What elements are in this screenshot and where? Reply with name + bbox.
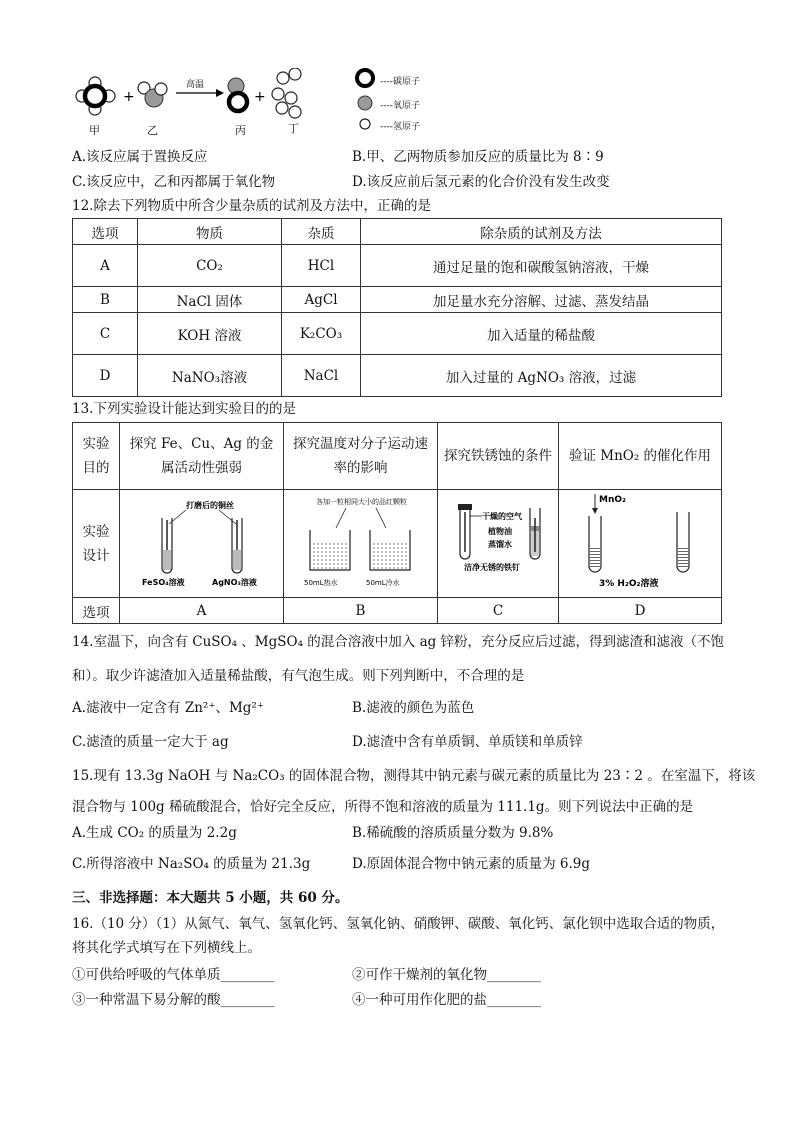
q13-option-label: 选项 [73,598,120,624]
table-cell: 加足量水充分溶解、过滤、蒸发结晶 [361,287,722,313]
table-cell: 加入过量的 AgNO₃ 溶液，过滤 [361,355,722,397]
legend-carbon: ----碳原子 [380,77,420,87]
img-c-label-3: 蒸馏水 [488,540,512,549]
q15-option-c[interactable]: C.所得溶液中 Na₂SO₄ 的质量为 21.3g [72,856,311,872]
q13-purpose-c: 探究铁锈蚀的条件 [438,423,559,490]
svg-text:+: + [123,89,135,105]
table-cell: B [73,287,138,313]
section-3-heading: 三、非选择题：本大题共 5 小题，共 60 分。 [72,890,349,906]
img-a-left-label: FeSO₄溶液 [142,578,185,587]
table-cell: NaCl 固体 [138,287,282,313]
svg-text:+: + [254,89,266,105]
q11-option-c[interactable]: C.该反应中，乙和丙都属于氧化物 [72,174,276,190]
q14-option-c[interactable]: C.滤渣的质量一定大于 ag [72,734,229,750]
table-cell: KOH 溶液 [138,313,282,355]
q13-design-d [559,490,722,598]
img-d-top-label: MnO₂ [599,495,626,505]
q13-design-a [120,490,284,598]
q15-option-a[interactable]: A.生成 CO₂ 的质量为 2.2g [72,825,237,841]
q16-stem-line1: 16.（10 分）（1）从氮气、氧气、氢氧化钙、氢氧化钠、硝酸钾、碳酸、氧化钙、氯化钡中选取合适的物质， [72,916,725,932]
legend [380,70,420,139]
q13-purpose-a: 探究 Fe、Cu、Ag 的金属活动性强弱 [120,423,284,490]
q16-stem-line2: 将其化学式填写在下列横线上。 [72,940,261,956]
table-cell: NaNO₃溶液 [138,355,282,397]
q13-purpose-label: 实验目的 [73,423,120,490]
q14-option-d[interactable]: D.滤渣中含有单质铜、单质镁和单质锌 [352,734,583,750]
table-cell: AgCl [282,287,361,313]
q11-option-b[interactable]: B.甲、乙两物质参加反应的质量比为 8∶9 [352,149,604,165]
experiment-d-diagram [565,490,715,593]
experiment-b-diagram [288,490,433,593]
q12-table [72,218,722,397]
molecule-yi [138,82,167,107]
q13-purpose-b: 探究温度对分子运动速率的影响 [284,423,438,490]
img-c-label-4: 洁净无锈的铁钉 [464,563,520,572]
label-yi: 乙 [147,124,158,137]
img-a-top-label: 打磨后的铜丝 [186,501,234,510]
legend-hydrogen: ----氢原子 [380,122,420,132]
q12-header-substance: 物质 [138,219,282,245]
molecule-ding [272,68,301,118]
q12-header-option: 选项 [73,219,138,245]
q14-stem-line1: 14.室温下，向含有 CuSO₄ 、MgSO₄ 的混合溶液中加入 ag 锌粉，充分反应后过滤，得到滤渣和滤液（不饱 [72,634,725,650]
q15-option-b[interactable]: B.稀硫酸的溶质质量分数为 9.8% [352,825,554,841]
q14-option-a[interactable]: A.滤液中一定含有 Zn²⁺、Mg²⁺ [72,700,264,716]
q13-option-a[interactable]: A [120,598,284,624]
img-c-label-2: 植物油 [488,527,512,536]
experiment-a-diagram [124,490,279,593]
legend-oxygen: ----氧原子 [380,101,420,111]
table-cell: C [73,313,138,355]
q15-option-d[interactable]: D.原固体混合物中钠元素的质量为 6.9g [352,856,591,872]
q14-stem-line2: 和）。取少许滤渣加入适量稀盐酸，有气泡生成。则下列判断中，不合理的是 [72,668,525,684]
q15-stem-line1: 15.现有 13.3g NaOH 与 Na₂CO₃ 的固体混合物，测得其中钠元素与碳元素的质量比为 23∶2 。在室温下，将该 [72,768,756,784]
q16-blank-2[interactable]: ②可作干燥剂的氧化物________ [352,967,541,983]
q16-blank-4[interactable]: ④一种可用作化肥的盐________ [352,992,541,1008]
q13-option-c[interactable]: C [438,598,559,624]
label-ding: 丁 [288,122,299,135]
q13-design-c [438,490,559,598]
q16-blank-1[interactable]: ①可供给呼吸的气体单质________ [72,967,275,983]
table-cell: HCl [282,245,361,287]
q13-option-d[interactable]: D [559,598,722,624]
q12-header-impurity: 杂质 [282,219,361,245]
q13-table [72,422,722,624]
q14-option-b[interactable]: B.滤液的颜色为蓝色 [352,700,475,716]
q13-purpose-d: 验证 MnO₂ 的催化作用 [559,423,722,490]
label-bing: 丙 [235,124,246,137]
q12-header-method: 除杂质的试剂及方法 [361,219,722,245]
q16-blank-3[interactable]: ③一种常温下易分解的酸________ [72,992,275,1008]
img-b-left-label: 50mL热水 [304,579,338,587]
molecule-bing [228,78,247,111]
arrow-label: 高温 [186,80,205,90]
img-d-bottom-label: 3% H₂O₂溶液 [599,579,659,589]
img-c-label-1: 干燥的空气 [482,512,522,521]
table-cell: D [73,355,138,397]
q13-stem: 13.下列实验设计能达到实验目的的是 [72,401,296,417]
img-b-top-label: 各加一粒相同大小的品红颗粒 [316,498,407,506]
table-cell: CO₂ [138,245,282,287]
q12-stem: 12.除去下列物质中所含少量杂质的试剂及方法中，正确的是 [72,198,431,214]
q11-option-d[interactable]: D.该反应前后氢元素的化合价没有发生改变 [352,174,610,190]
q13-design-label: 实验设计 [73,490,120,598]
q15-stem-line2: 混合物与 100g 稀硫酸混合，恰好完全反应，所得不饱和溶液的质量为 111.1g。则下列说法中正确的是 [72,799,694,815]
experiment-c-diagram [442,490,554,593]
q13-design-b [284,490,438,598]
table-cell: 通过足量的饱和碳酸氢钠溶液，干燥 [361,245,722,287]
q13-option-b[interactable]: B [284,598,438,624]
label-jia: 甲 [89,124,100,137]
table-cell: K₂CO₃ [282,313,361,355]
q11-option-a[interactable]: A.该反应属于置换反应 [72,149,208,165]
table-cell: A [73,245,138,287]
table-cell: NaCl [282,355,361,397]
img-b-right-label: 50mL冷水 [366,579,400,587]
img-a-right-label: AgNO₃溶液 [212,578,257,587]
molecule-jia [76,77,115,115]
table-cell: 加入适量的稀盐酸 [361,313,722,355]
